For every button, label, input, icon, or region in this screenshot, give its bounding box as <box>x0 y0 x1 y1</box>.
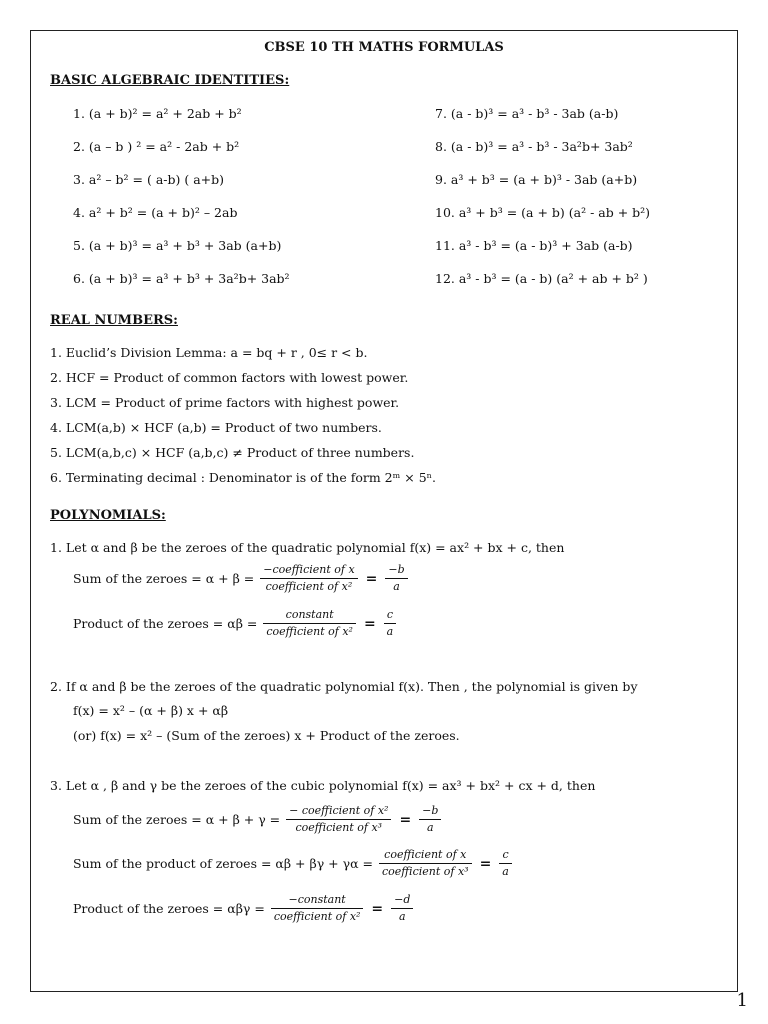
poly-1-intro: 1. Let α and β be the zeroes of the quadratic polynomial f(x) = ax² + bx + c, then <box>50 540 565 555</box>
poly-3-sum-formula <box>73 803 443 836</box>
real-numbers-item-3: 3. LCM = Product of prime factors with highest power. <box>50 395 400 410</box>
poly-1-product-denominator: coefficient of x² <box>266 625 353 638</box>
identity-3: 3. a² – b² = ( a-b) ( a+b) <box>73 172 225 187</box>
poly-2-line-2: (or) f(x) = x² – (Sum of the zeroes) x + Product of the zeroes. <box>73 728 460 743</box>
identity-9: 9. a³ + b³ = (a + b)³ - 3ab (a+b) <box>435 172 638 187</box>
poly-3-product-numerator: −constant <box>271 892 364 909</box>
poly-3-sum-denominator: coefficient of x³ <box>295 821 383 834</box>
poly-1-product-result-numerator: c <box>384 607 397 624</box>
poly-3-sum-of-products-numerator: coefficient of x <box>379 847 472 864</box>
identity-11: 11. a³ - b³ = (a - b)³ + 3ab (a-b) <box>435 238 633 253</box>
poly-3-product-equals: = <box>371 900 384 917</box>
poly-1-sum-equals: = <box>365 570 378 587</box>
poly-3-product-result-numerator: −d <box>391 892 413 909</box>
identity-7: 7. (a - b)³ = a³ - b³ - 3ab (a-b) <box>435 106 619 121</box>
poly-3-product-label: Product of the zeroes = αβγ = <box>73 901 265 916</box>
poly-1-product-formula <box>73 607 398 640</box>
real-numbers-item-5: 5. LCM(a,b,c) × HCF (a,b,c) ≠ Product of three numbers. <box>50 445 415 460</box>
poly-3-sum-fraction <box>286 803 391 836</box>
poly-1-sum-result-denominator: a <box>393 580 400 593</box>
poly-3-product-fraction <box>271 892 364 925</box>
poly-3-sum-of-products-result-denominator: a <box>502 865 509 878</box>
polynomials-heading: POLYNOMIALS: <box>50 508 166 523</box>
poly-1-sum-label: Sum of the zeroes = α + β = <box>73 571 255 586</box>
poly-3-sum-of-products-result-numerator: c <box>499 847 512 864</box>
poly-3-sum-equals: = <box>399 811 412 828</box>
identity-2: 2. (a – b ) ² = a² - 2ab + b² <box>73 139 240 154</box>
poly-3-product-result <box>391 892 413 925</box>
real-numbers-item-6: 6. Terminating decimal : Denominator is of the form 2ᵐ × 5ⁿ. <box>50 470 437 485</box>
poly-1-product-equals: = <box>363 615 376 632</box>
poly-1-product-label: Product of the zeroes = αβ = <box>73 616 258 631</box>
poly-1-sum-result <box>385 562 407 595</box>
poly-3-sum-result-denominator: a <box>427 821 434 834</box>
poly-1-product-fraction <box>263 607 356 640</box>
identity-10: 10. a³ + b³ = (a + b) (a² - ab + b²) <box>435 205 651 220</box>
identity-4: 4. a² + b² = (a + b)² – 2ab <box>73 205 238 220</box>
poly-3-sum-of-products-fraction <box>379 847 472 880</box>
poly-1-sum-fraction <box>260 562 357 595</box>
poly-1-sum-numerator: −coefficient of x <box>260 562 357 579</box>
poly-1-product-result-denominator: a <box>386 625 394 638</box>
poly-2-line-1: f(x) = x² – (α + β) x + αβ <box>73 703 229 718</box>
poly-3-sum-result-numerator: −b <box>419 803 441 820</box>
identity-8: 8. (a - b)³ = a³ - b³ - 3a²b+ 3ab² <box>435 139 633 154</box>
poly-1-product-result <box>384 607 397 640</box>
poly-3-product-result-denominator: a <box>398 910 406 923</box>
real-numbers-item-4: 4. LCM(a,b) × HCF (a,b) = Product of two numbers. <box>50 420 382 435</box>
poly-3-sum-numerator: − coefficient of x² <box>286 803 391 820</box>
page-number: 1 <box>736 990 748 1011</box>
algebra-heading: BASIC ALGEBRAIC IDENTITIES: <box>50 73 290 88</box>
real-numbers-heading: REAL NUMBERS: <box>50 313 178 328</box>
poly-3-sum-label: Sum of the zeroes = α + β + γ = <box>73 812 281 827</box>
real-numbers-item-1: 1. Euclid’s Division Lemma: a = bq + r , 0≤ r < b. <box>50 345 368 360</box>
poly-3-sum-of-products-result <box>499 847 512 880</box>
poly-2-intro: 2. If α and β be the zeroes of the quadratic polynomial f(x). Then , the polynomial is given by <box>50 679 638 694</box>
identity-6: 6. (a + b)³ = a³ + b³ + 3a²b+ 3ab² <box>73 271 290 286</box>
identity-5: 5. (a + b)³ = a³ + b³ + 3ab (a+b) <box>73 238 282 253</box>
document-title: CBSE 10 TH MATHS FORMULAS <box>264 40 504 55</box>
identity-1: 1. (a + b)² = a² + 2ab + b² <box>73 106 242 121</box>
poly-3-product-formula <box>73 892 415 925</box>
poly-1-product-numerator: constant <box>263 607 356 624</box>
identity-12: 12. a³ - b³ = (a - b) (a² + ab + b² ) <box>435 271 648 286</box>
poly-1-sum-result-numerator: −b <box>385 562 407 579</box>
poly-3-product-denominator: coefficient of x² <box>273 910 361 923</box>
poly-3-intro: 3. Let α , β and γ be the zeroes of the cubic polynomial f(x) = ax³ + bx² + cx + d, then <box>50 778 596 793</box>
poly-3-sum-of-products-equals: = <box>479 855 492 872</box>
poly-3-sum-result <box>419 803 441 836</box>
poly-1-sum-formula <box>73 562 410 595</box>
poly-3-sum-of-products-denominator: coefficient of x³ <box>381 865 469 878</box>
poly-3-sum-of-products-label: Sum of the product of zeroes = αβ + βγ + γα = <box>73 856 373 871</box>
poly-1-sum-denominator: coefficient of x² <box>265 580 353 593</box>
poly-3-sum-of-products-formula <box>73 847 514 880</box>
real-numbers-item-2: 2. HCF = Product of common factors with lowest power. <box>50 370 409 385</box>
